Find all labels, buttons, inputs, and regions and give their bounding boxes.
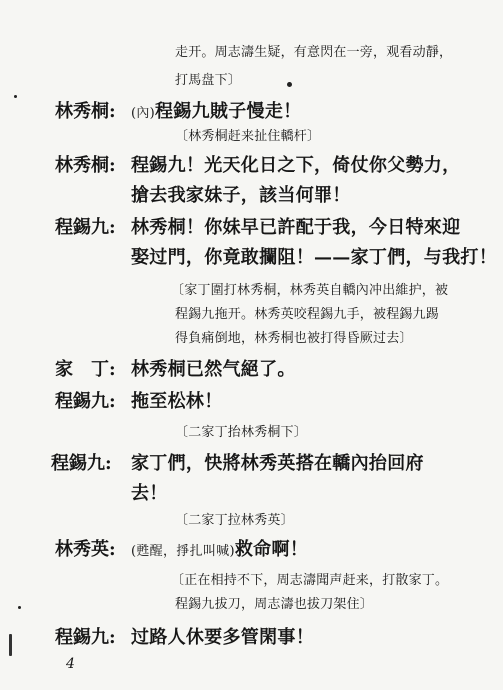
ink-dot xyxy=(287,82,292,87)
dialogue-line: 程錫九！光天化日之下，倚仗你父勢力， xyxy=(131,155,461,176)
scan-mark xyxy=(9,634,12,656)
scan-speck xyxy=(14,95,17,98)
inline-direction: (內) xyxy=(131,106,156,121)
stage-direction: 得負痛倒地，林秀桐也被打得昏厥过去〕 xyxy=(175,331,413,346)
stage-direction: 走开。周志濤生疑，有意閃在一旁，观看动靜， xyxy=(175,45,453,60)
dialogue-line: 林秀桐已然气絕了。 xyxy=(131,359,296,380)
stage-direction: 〔二家丁抬林秀桐下〕 xyxy=(175,425,308,440)
dialogue-text: 救命啊！ xyxy=(234,539,309,560)
dialogue-line xyxy=(131,538,308,564)
stage-direction: 程錫九拔刀，周志濤也拔刀架住〕 xyxy=(175,597,374,612)
scan-speck xyxy=(18,606,21,609)
dialogue-text: 程錫九賊子慢走！ xyxy=(155,101,302,122)
stage-direction: 〔家丁圍打林秀桐，林秀英自轎內冲出維护，被 xyxy=(171,283,449,298)
stage-direction: 〔二家丁拉林秀英〕 xyxy=(175,513,294,528)
dialogue-line: 过路人休要多管閑事！ xyxy=(131,627,314,648)
speaker-name: 程錫九: xyxy=(51,453,112,474)
dialogue-line: 娶过門，你竟敢攔阻！——家丁們，与我打！ xyxy=(131,247,497,268)
stage-direction: 〔正在相持不下，周志濤聞声赶来，打散家丁。 xyxy=(171,573,449,588)
speaker-name: 林秀桐: xyxy=(55,155,116,176)
dialogue-line: 搶去我家妹子，該当何罪！ xyxy=(131,185,351,206)
stage-direction: 打馬盘下〕 xyxy=(175,73,242,88)
speaker-name: 程錫九: xyxy=(55,391,116,412)
speaker-name: 程錫九: xyxy=(55,627,116,648)
stage-direction: 〔林秀桐赶来扯住轎杆〕 xyxy=(175,129,321,144)
speaker-name: 林秀桐: xyxy=(55,101,116,122)
dialogue-line: 拖至松林！ xyxy=(131,391,223,412)
dialogue-line: 林秀桐！你妹早已許配于我，今日特來迎 xyxy=(131,217,461,238)
dialogue-line: 家丁們，快將林秀英搭在轎內抬回府 xyxy=(131,453,424,474)
speaker-name: 林秀英: xyxy=(55,539,116,560)
page-number: 4 xyxy=(66,656,75,672)
speaker-name: 家 丁: xyxy=(55,359,116,380)
dialogue-line: 去！ xyxy=(131,483,168,504)
dialogue-line xyxy=(131,100,301,126)
inline-direction: (甦醒，掙扎叫喊) xyxy=(131,544,235,559)
stage-direction: 程錫九拖开。林秀英咬程錫九手，被程錫九踢 xyxy=(175,307,440,322)
speaker-name: 程錫九: xyxy=(55,217,116,238)
